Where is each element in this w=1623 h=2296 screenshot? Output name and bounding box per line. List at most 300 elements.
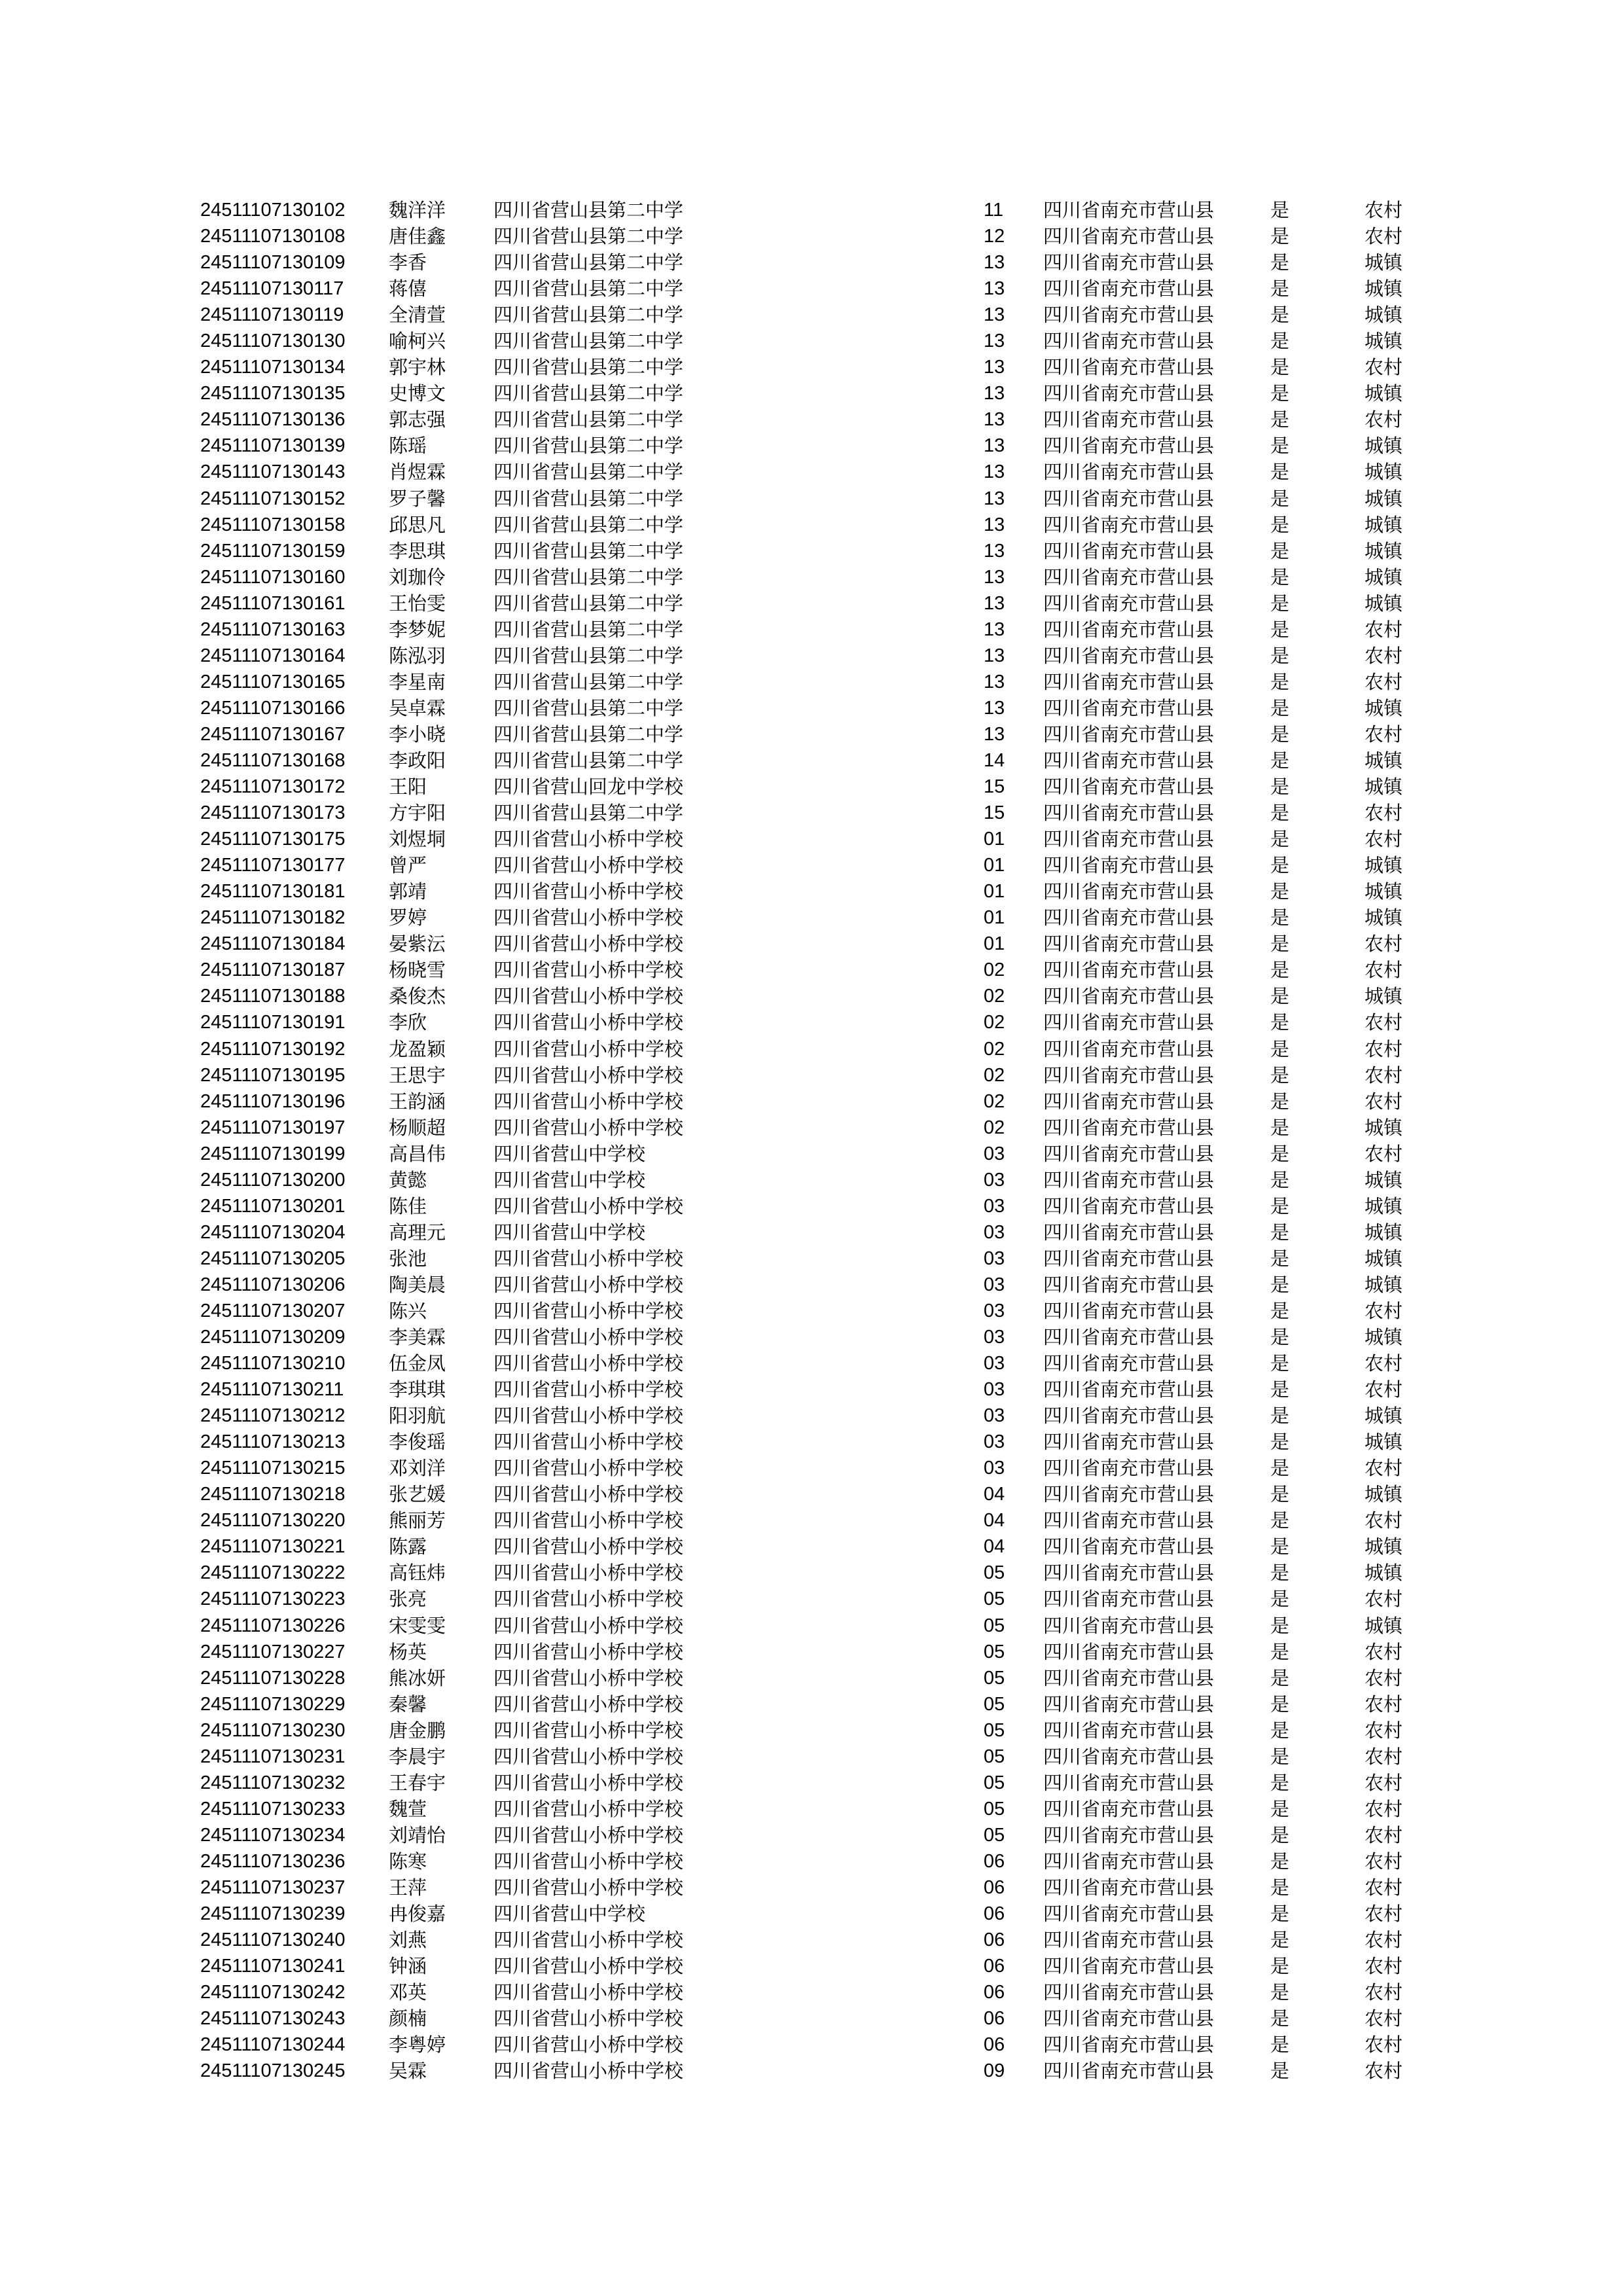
area-type-cell: 农村 — [1364, 1876, 1403, 1899]
student-id-cell: 24511107130230 — [200, 1719, 346, 1741]
class-cell: 13 — [984, 252, 1005, 274]
school-cell: 四川省营山小桥中学校 — [493, 1116, 684, 1139]
student-name-cell: 冉俊嘉 — [389, 1903, 446, 1926]
student-name-cell: 黄懿 — [389, 1168, 427, 1191]
address-cell: 四川省南充市营山县 — [1043, 1090, 1215, 1113]
school-cell: 四川省营山中学校 — [493, 1221, 646, 1244]
school-cell: 四川省营山县第二中学 — [493, 225, 684, 248]
area-type-cell: 农村 — [1364, 1352, 1403, 1375]
address-cell: 四川省南充市营山县 — [1043, 2034, 1215, 2056]
area-type-cell: 农村 — [1364, 618, 1403, 641]
area-type-cell: 农村 — [1364, 1640, 1403, 1663]
table-row — [0, 1613, 1623, 1639]
student-name-cell: 李政阳 — [389, 749, 446, 772]
table-row — [0, 512, 1623, 538]
address-cell: 四川省南充市营山县 — [1043, 1929, 1215, 1952]
table-row — [0, 878, 1623, 905]
area-type-cell: 农村 — [1364, 1378, 1403, 1401]
student-name-cell: 桑俊杰 — [389, 985, 446, 1008]
flag-cell: 是 — [1270, 1273, 1290, 1296]
area-type-cell: 城镇 — [1364, 251, 1403, 274]
school-cell: 四川省营山小桥中学校 — [493, 1509, 684, 1532]
class-cell: 03 — [984, 1379, 1005, 1401]
table-row — [0, 302, 1623, 328]
address-cell: 四川省南充市营山县 — [1043, 1352, 1215, 1375]
class-cell: 13 — [984, 357, 1005, 378]
flag-cell: 是 — [1270, 1247, 1290, 1270]
flag-cell: 是 — [1270, 1797, 1290, 1820]
school-cell: 四川省营山小桥中学校 — [493, 828, 684, 851]
address-cell: 四川省南充市营山县 — [1043, 199, 1215, 221]
school-cell: 四川省营山县第二中学 — [493, 539, 684, 562]
address-cell: 四川省南充市营山县 — [1043, 1850, 1215, 1873]
student-name-cell: 李梦妮 — [389, 618, 446, 641]
class-cell: 03 — [984, 1143, 1005, 1164]
address-cell: 四川省南充市营山县 — [1043, 1064, 1215, 1086]
student-id-cell: 24511107130164 — [200, 645, 346, 666]
student-name-cell: 刘珈伶 — [389, 565, 446, 588]
student-id-cell: 24511107130196 — [200, 1090, 346, 1112]
address-cell: 四川省南充市营山县 — [1043, 749, 1215, 772]
table-row — [0, 983, 1623, 1009]
area-type-cell: 城镇 — [1364, 1483, 1403, 1506]
student-name-cell: 陈寒 — [389, 1850, 427, 1873]
area-type-cell: 农村 — [1364, 1011, 1403, 1034]
student-id-cell: 24511107130211 — [200, 1379, 344, 1401]
address-cell: 四川省南充市营山县 — [1043, 1562, 1215, 1585]
class-cell: 13 — [984, 304, 1005, 326]
flag-cell: 是 — [1270, 618, 1290, 641]
area-type-cell: 农村 — [1364, 1981, 1403, 2004]
school-cell: 四川省营山小桥中学校 — [493, 1037, 684, 1060]
area-type-cell: 城镇 — [1364, 1431, 1403, 1454]
student-id-cell: 24511107130187 — [200, 960, 346, 981]
student-name-cell: 王萍 — [389, 1876, 427, 1899]
student-id-cell: 24511107130223 — [200, 1588, 346, 1610]
area-type-cell: 农村 — [1364, 933, 1403, 956]
flag-cell: 是 — [1270, 592, 1290, 615]
table-row — [0, 1376, 1623, 1403]
area-type-cell: 农村 — [1364, 959, 1403, 982]
table-row — [0, 957, 1623, 983]
class-cell: 04 — [984, 1484, 1005, 1505]
school-cell: 四川省营山县第二中学 — [493, 304, 684, 327]
school-cell: 四川省营山小桥中学校 — [493, 1955, 684, 1978]
address-cell: 四川省南充市营山县 — [1043, 513, 1215, 536]
school-cell: 四川省营山小桥中学校 — [493, 1823, 684, 1846]
class-cell: 05 — [984, 1562, 1005, 1584]
table-row — [0, 852, 1623, 878]
flag-cell: 是 — [1270, 749, 1290, 772]
table-row — [0, 433, 1623, 459]
table-row — [0, 721, 1623, 747]
table-row — [0, 197, 1623, 223]
area-type-cell: 城镇 — [1364, 985, 1403, 1008]
school-cell: 四川省营山小桥中学校 — [493, 1299, 684, 1322]
address-cell: 四川省南充市营山县 — [1043, 1221, 1215, 1244]
flag-cell: 是 — [1270, 2007, 1290, 2030]
class-cell: 02 — [984, 1090, 1005, 1112]
table-row — [0, 1272, 1623, 1298]
address-cell: 四川省南充市营山县 — [1043, 1797, 1215, 1820]
class-cell: 06 — [984, 1929, 1005, 1951]
class-cell: 15 — [984, 776, 1005, 798]
table-row — [0, 2032, 1623, 2058]
address-cell: 四川省南充市营山县 — [1043, 2060, 1215, 2083]
student-id-cell: 24511107130227 — [200, 1641, 346, 1662]
address-cell: 四川省南充市营山县 — [1043, 435, 1215, 457]
area-type-cell: 城镇 — [1364, 278, 1403, 300]
address-cell: 四川省南充市营山县 — [1043, 1719, 1215, 1742]
student-name-cell: 李思琪 — [389, 539, 446, 562]
student-id-cell: 24511107130177 — [200, 855, 346, 876]
table-row — [0, 1927, 1623, 1953]
student-name-cell: 李琪琪 — [389, 1378, 446, 1401]
area-type-cell: 城镇 — [1364, 1326, 1403, 1349]
student-id-cell: 24511107130236 — [200, 1850, 346, 1872]
school-cell: 四川省营山小桥中学校 — [493, 1011, 684, 1034]
school-cell: 四川省营山县第二中学 — [493, 356, 684, 379]
address-cell: 四川省南充市营山县 — [1043, 251, 1215, 274]
flag-cell: 是 — [1270, 1614, 1290, 1637]
student-id-cell: 24511107130234 — [200, 1824, 346, 1846]
address-cell: 四川省南充市营山县 — [1043, 592, 1215, 615]
student-id-cell: 24511107130158 — [200, 514, 346, 535]
flag-cell: 是 — [1270, 933, 1290, 956]
school-cell: 四川省营山小桥中学校 — [493, 1614, 684, 1637]
area-type-cell: 城镇 — [1364, 1562, 1403, 1585]
student-name-cell: 李小晓 — [389, 723, 446, 745]
class-cell: 03 — [984, 1458, 1005, 1479]
student-id-cell: 24511107130172 — [200, 776, 346, 798]
student-name-cell: 魏萱 — [389, 1797, 427, 1820]
student-id-cell: 24511107130108 — [200, 226, 346, 247]
class-cell: 05 — [984, 1615, 1005, 1636]
student-name-cell: 曾严 — [389, 854, 427, 877]
address-cell: 四川省南充市营山县 — [1043, 1509, 1215, 1532]
school-cell: 四川省营山小桥中学校 — [493, 1405, 684, 1427]
address-cell: 四川省南充市营山县 — [1043, 1299, 1215, 1322]
school-cell: 四川省营山小桥中学校 — [493, 1745, 684, 1768]
flag-cell: 是 — [1270, 828, 1290, 851]
student-id-cell: 24511107130119 — [200, 304, 344, 326]
area-type-cell: 农村 — [1364, 802, 1403, 825]
school-cell: 四川省营山县第二中学 — [493, 199, 684, 221]
class-cell: 03 — [984, 1247, 1005, 1269]
student-id-cell: 24511107130237 — [200, 1877, 346, 1898]
area-type-cell: 农村 — [1364, 1850, 1403, 1873]
table-row — [0, 1246, 1623, 1272]
school-cell: 四川省营山县第二中学 — [493, 802, 684, 825]
flag-cell: 是 — [1270, 1588, 1290, 1611]
school-cell: 四川省营山小桥中学校 — [493, 1273, 684, 1296]
class-cell: 03 — [984, 1274, 1005, 1295]
flag-cell: 是 — [1270, 723, 1290, 745]
class-cell: 03 — [984, 1221, 1005, 1243]
flag-cell: 是 — [1270, 565, 1290, 588]
student-name-cell: 刘燕 — [389, 1929, 427, 1952]
student-id-cell: 24511107130165 — [200, 671, 346, 692]
class-cell: 01 — [984, 881, 1005, 903]
area-type-cell: 农村 — [1364, 1903, 1403, 1926]
table-row — [0, 354, 1623, 380]
student-name-cell: 陈佳 — [389, 1194, 427, 1217]
class-cell: 06 — [984, 1877, 1005, 1898]
class-cell: 05 — [984, 1746, 1005, 1767]
student-id-cell: 24511107130184 — [200, 933, 346, 955]
table-row — [0, 564, 1623, 590]
class-cell: 01 — [984, 855, 1005, 876]
student-id-cell: 24511107130135 — [200, 383, 346, 404]
flag-cell: 是 — [1270, 985, 1290, 1008]
flag-cell: 是 — [1270, 382, 1290, 405]
table-row — [0, 1770, 1623, 1796]
student-id-cell: 24511107130242 — [200, 1982, 346, 2003]
student-name-cell: 高理元 — [389, 1221, 446, 1244]
student-id-cell: 24511107130240 — [200, 1929, 346, 1951]
area-type-cell: 农村 — [1364, 408, 1403, 431]
student-name-cell: 张亮 — [389, 1588, 427, 1611]
student-id-cell: 24511107130221 — [200, 1536, 346, 1558]
school-cell: 四川省营山小桥中学校 — [493, 1929, 684, 1952]
class-cell: 02 — [984, 960, 1005, 981]
area-type-cell: 城镇 — [1364, 776, 1403, 798]
school-cell: 四川省营山小桥中学校 — [493, 1876, 684, 1899]
school-cell: 四川省营山小桥中学校 — [493, 1352, 684, 1375]
area-type-cell: 城镇 — [1364, 1116, 1403, 1139]
address-cell: 四川省南充市营山县 — [1043, 1876, 1215, 1899]
student-name-cell: 陈兴 — [389, 1299, 427, 1322]
table-row — [0, 1324, 1623, 1350]
address-cell: 四川省南充市营山县 — [1043, 1011, 1215, 1034]
class-cell: 13 — [984, 566, 1005, 588]
table-row — [0, 328, 1623, 354]
flag-cell: 是 — [1270, 1666, 1290, 1689]
student-id-cell: 24511107130143 — [200, 461, 346, 483]
flag-cell: 是 — [1270, 278, 1290, 300]
school-cell: 四川省营山县第二中学 — [493, 435, 684, 457]
table-row — [0, 1141, 1623, 1167]
address-cell: 四川省南充市营山县 — [1043, 1457, 1215, 1480]
student-name-cell: 伍金凤 — [389, 1352, 446, 1375]
school-cell: 四川省营山小桥中学校 — [493, 1194, 684, 1217]
student-id-cell: 24511107130207 — [200, 1300, 346, 1321]
school-cell: 四川省营山县第二中学 — [493, 251, 684, 274]
class-cell: 12 — [984, 226, 1005, 247]
class-cell: 13 — [984, 592, 1005, 614]
flag-cell: 是 — [1270, 513, 1290, 536]
table-row — [0, 1009, 1623, 1035]
student-id-cell: 24511107130160 — [200, 566, 346, 588]
flag-cell: 是 — [1270, 906, 1290, 929]
flag-cell: 是 — [1270, 1509, 1290, 1532]
table-row — [0, 1665, 1623, 1691]
table-row — [0, 1507, 1623, 1534]
area-type-cell: 农村 — [1364, 199, 1403, 221]
student-name-cell: 邓英 — [389, 1981, 427, 2004]
address-cell: 四川省南充市营山县 — [1043, 1378, 1215, 1401]
school-cell: 四川省营山小桥中学校 — [493, 1326, 684, 1349]
student-name-cell: 邓刘洋 — [389, 1457, 446, 1480]
school-cell: 四川省营山县第二中学 — [493, 644, 684, 667]
school-cell: 四川省营山小桥中学校 — [493, 1719, 684, 1742]
area-type-cell: 农村 — [1364, 670, 1403, 693]
student-list-table — [0, 197, 1623, 2084]
class-cell: 03 — [984, 1169, 1005, 1191]
class-cell: 11 — [984, 200, 1004, 221]
class-cell: 05 — [984, 1772, 1005, 1793]
class-cell: 01 — [984, 907, 1005, 929]
student-name-cell: 高钰炜 — [389, 1562, 446, 1585]
table-row — [0, 1062, 1623, 1088]
address-cell: 四川省南充市营山县 — [1043, 1614, 1215, 1637]
area-type-cell: 城镇 — [1364, 1273, 1403, 1296]
address-cell: 四川省南充市营山县 — [1043, 776, 1215, 798]
address-cell: 四川省南充市营山县 — [1043, 1666, 1215, 1689]
flag-cell: 是 — [1270, 802, 1290, 825]
flag-cell: 是 — [1270, 1457, 1290, 1480]
table-row — [0, 1350, 1623, 1376]
flag-cell: 是 — [1270, 330, 1290, 353]
class-cell: 02 — [984, 986, 1005, 1007]
school-cell: 四川省营山小桥中学校 — [493, 959, 684, 982]
student-name-cell: 魏洋洋 — [389, 199, 446, 221]
address-cell: 四川省南充市营山县 — [1043, 1431, 1215, 1454]
address-cell: 四川省南充市营山县 — [1043, 1903, 1215, 1926]
address-cell: 四川省南充市营山县 — [1043, 1640, 1215, 1663]
student-id-cell: 24511107130226 — [200, 1615, 346, 1636]
student-id-cell: 24511107130167 — [200, 723, 346, 745]
class-cell: 04 — [984, 1536, 1005, 1558]
area-type-cell: 城镇 — [1364, 539, 1403, 562]
area-type-cell: 农村 — [1364, 1666, 1403, 1689]
area-type-cell: 农村 — [1364, 2060, 1403, 2083]
table-row — [0, 249, 1623, 276]
school-cell: 四川省营山小桥中学校 — [493, 1247, 684, 1270]
student-id-cell: 24511107130134 — [200, 357, 346, 378]
student-id-cell: 24511107130206 — [200, 1274, 346, 1295]
class-cell: 02 — [984, 1012, 1005, 1033]
student-name-cell: 杨晓雪 — [389, 959, 446, 982]
class-cell: 05 — [984, 1588, 1005, 1610]
school-cell: 四川省营山小桥中学校 — [493, 854, 684, 877]
flag-cell: 是 — [1270, 1981, 1290, 2004]
flag-cell: 是 — [1270, 1037, 1290, 1060]
area-type-cell: 城镇 — [1364, 906, 1403, 929]
table-row — [0, 800, 1623, 826]
area-type-cell: 城镇 — [1364, 749, 1403, 772]
flag-cell: 是 — [1270, 1562, 1290, 1585]
flag-cell: 是 — [1270, 461, 1290, 484]
student-id-cell: 24511107130229 — [200, 1693, 346, 1715]
class-cell: 13 — [984, 331, 1005, 352]
area-type-cell: 城镇 — [1364, 382, 1403, 405]
student-name-cell: 熊丽芳 — [389, 1509, 446, 1532]
student-name-cell: 王春宇 — [389, 1771, 446, 1794]
table-row — [0, 669, 1623, 695]
address-cell: 四川省南充市营山县 — [1043, 1273, 1215, 1296]
area-type-cell: 城镇 — [1364, 1614, 1403, 1637]
student-name-cell: 李美霖 — [389, 1326, 446, 1349]
area-type-cell: 农村 — [1364, 356, 1403, 379]
student-name-cell: 肖煜霖 — [389, 461, 446, 484]
area-type-cell: 城镇 — [1364, 435, 1403, 457]
student-name-cell: 吴霖 — [389, 2060, 427, 2083]
student-name-cell: 陈泓羽 — [389, 644, 446, 667]
table-row — [0, 1115, 1623, 1141]
address-cell: 四川省南充市营山县 — [1043, 933, 1215, 956]
class-cell: 13 — [984, 435, 1005, 457]
area-type-cell: 农村 — [1364, 1299, 1403, 1322]
address-cell: 四川省南充市营山县 — [1043, 959, 1215, 982]
class-cell: 14 — [984, 749, 1005, 771]
school-cell: 四川省营山县第二中学 — [493, 382, 684, 405]
table-row — [0, 1848, 1623, 1874]
class-cell: 01 — [984, 829, 1005, 850]
student-id-cell: 24511107130159 — [200, 540, 346, 562]
area-type-cell: 农村 — [1364, 1037, 1403, 1060]
table-row — [0, 1901, 1623, 1927]
area-type-cell: 城镇 — [1364, 513, 1403, 536]
table-row — [0, 1744, 1623, 1770]
student-id-cell: 24511107130109 — [200, 252, 346, 274]
class-cell: 05 — [984, 1798, 1005, 1820]
table-row — [0, 1586, 1623, 1612]
student-id-cell: 24511107130197 — [200, 1117, 346, 1138]
student-name-cell: 郭志强 — [389, 408, 446, 431]
student-name-cell: 李欣 — [389, 1011, 427, 1034]
school-cell: 四川省营山县第二中学 — [493, 513, 684, 536]
flag-cell: 是 — [1270, 1929, 1290, 1952]
class-cell: 06 — [984, 2034, 1005, 2056]
table-row — [0, 276, 1623, 302]
class-cell: 13 — [984, 461, 1005, 483]
student-id-cell: 24511107130210 — [200, 1353, 346, 1374]
table-row — [0, 1717, 1623, 1744]
student-name-cell: 方宇阳 — [389, 802, 446, 825]
school-cell: 四川省营山中学校 — [493, 1903, 646, 1926]
student-id-cell: 24511107130191 — [200, 1012, 346, 1033]
flag-cell: 是 — [1270, 670, 1290, 693]
student-id-cell: 24511107130195 — [200, 1064, 346, 1086]
address-cell: 四川省南充市营山县 — [1043, 802, 1215, 825]
student-name-cell: 郭宇林 — [389, 356, 446, 379]
flag-cell: 是 — [1270, 959, 1290, 982]
class-cell: 13 — [984, 619, 1005, 640]
flag-cell: 是 — [1270, 1903, 1290, 1926]
flag-cell: 是 — [1270, 1299, 1290, 1322]
student-name-cell: 蒋僖 — [389, 278, 427, 300]
address-cell: 四川省南充市营山县 — [1043, 1405, 1215, 1427]
table-row — [0, 1979, 1623, 2005]
class-cell: 06 — [984, 1903, 1005, 1925]
flag-cell: 是 — [1270, 199, 1290, 221]
student-id-cell: 24511107130213 — [200, 1431, 346, 1453]
school-cell: 四川省营山小桥中学校 — [493, 1981, 684, 2004]
area-type-cell: 农村 — [1364, 2007, 1403, 2030]
student-name-cell: 唐佳鑫 — [389, 225, 446, 248]
student-id-cell: 24511107130181 — [200, 881, 346, 903]
flag-cell: 是 — [1270, 696, 1290, 719]
class-cell: 13 — [984, 645, 1005, 666]
class-cell: 02 — [984, 1038, 1005, 1060]
student-id-cell: 24511107130222 — [200, 1562, 346, 1584]
area-type-cell: 农村 — [1364, 1745, 1403, 1768]
table-row — [0, 774, 1623, 800]
school-cell: 四川省营山县第二中学 — [493, 670, 684, 693]
table-row — [0, 1298, 1623, 1324]
table-row — [0, 2058, 1623, 2084]
